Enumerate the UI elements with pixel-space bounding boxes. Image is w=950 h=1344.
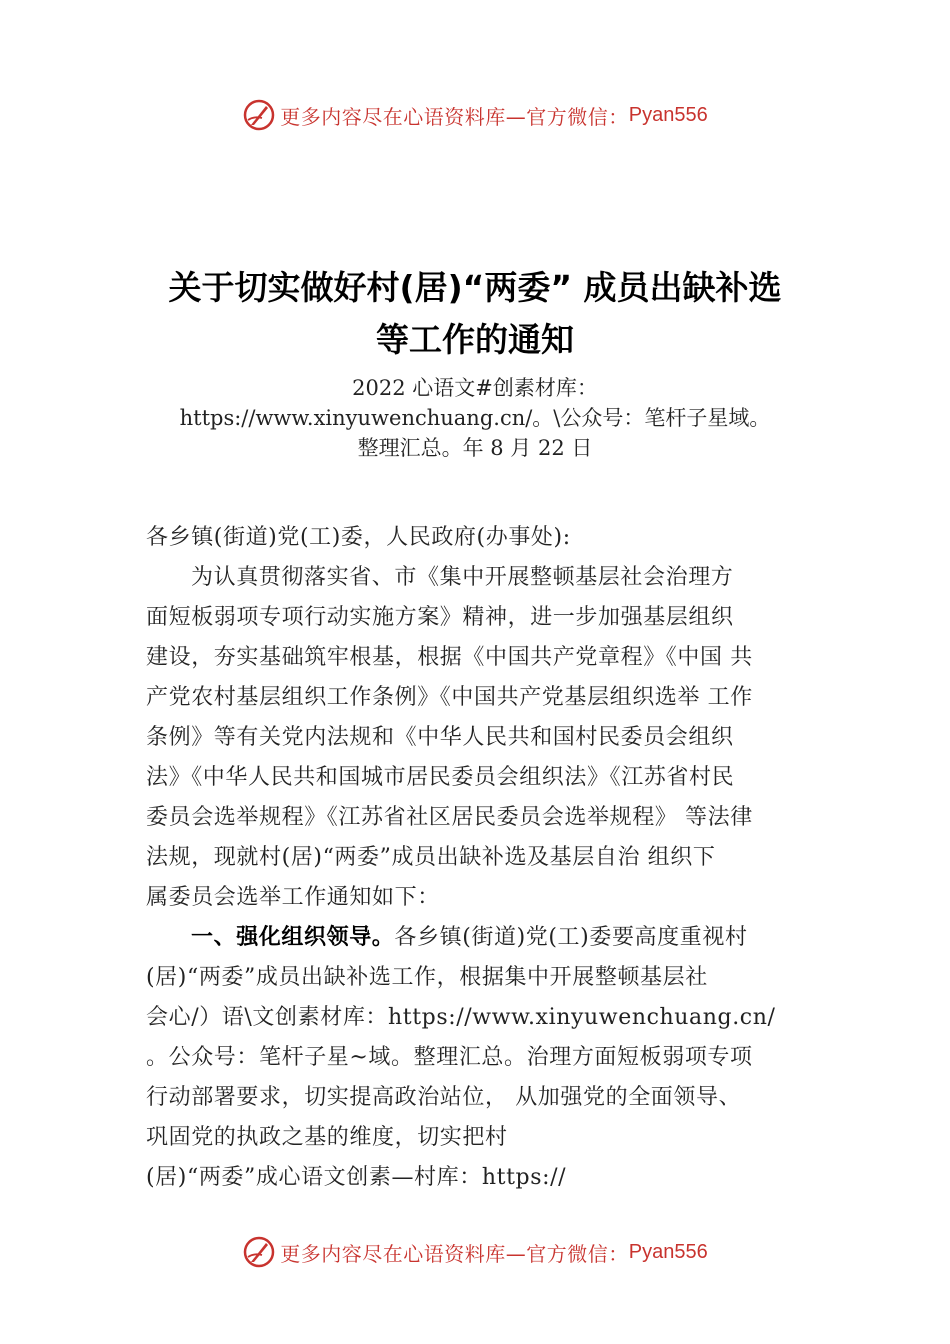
paragraph-line: 为认真贯彻落实省、市《集中开展整顿基层社会治理方 (191, 565, 734, 590)
salutation: 各乡镇(街道)党(工)委，人民政府(办事处): (146, 525, 571, 550)
paragraph-line: 。公众号：笔杆子星~域。整理汇总。治理方面短板弱项专项 (146, 1045, 753, 1070)
paragraph-line: 巩固党的执政之基的维度，切实把村 (146, 1125, 508, 1150)
section-1-heading: 一、强化组织领导。 (191, 925, 395, 950)
paragraph-line: 面短板弱项专项行动实施方案》精神，进一步加强基层组织 (146, 605, 734, 630)
subtitle-line-1: 2022 心语文#创素材库： (352, 376, 598, 400)
header-banner (0, 95, 950, 135)
paragraph-line: 委员会选举规程》《江苏省社区居民委员会选举规程》 等法律 (146, 805, 753, 830)
paragraph-line: 法》《中华人民共和国城市居民委员会组织法》《江苏省村民 (146, 765, 735, 790)
section-1-first-line (146, 918, 826, 958)
paragraph-line: 会心/）语\文创素材库：https://www.xinyuwenchuang.cn/ (146, 1005, 776, 1030)
paragraph-line: (居)“两委”成心语文创素—村库：https:// (146, 1165, 567, 1190)
paragraph-line: 建设，夯实基础筑牢根基，根据《中国共产党章程》《中国 共 (146, 645, 753, 670)
banner-handle: Pyan556 (628, 1240, 708, 1263)
subtitle-line-3: 整理汇总。年 8 月 22 日 (357, 436, 593, 460)
banner-text: 更多内容尽在心语资料库—官方微信： (280, 1241, 629, 1266)
paragraph-line: (居)“两委”成员出缺补选工作，根据集中开展整顿基层社 (146, 965, 708, 990)
paragraph-line: 条例》等有关党内法规和《中华人民共和国村民委员会组织 (146, 725, 734, 750)
banner-text: 更多内容尽在心语资料库—官方微信： (280, 104, 629, 129)
title-line-1: 关于切实做好村(居)“两委” 成员出缺补选 (168, 268, 782, 307)
paragraph-line: 产党农村基层组织工作条例》《中国共产党基层组织选举 工作 (146, 685, 753, 710)
document-body (146, 518, 826, 1198)
subtitle-line-2: https://www.xinyuwenchuang.cn/。\公众号：笔杆子星域。 (179, 406, 771, 430)
paragraph-line: 法规，现就村(居)“两委”成员出缺补选及基层自治 组织下 (146, 845, 716, 870)
banner-handle: Pyan556 (628, 103, 708, 126)
quill-pen-logo-icon (242, 1235, 276, 1269)
footer-banner (0, 1232, 950, 1272)
paragraph-line: 属委员会选举工作通知如下： (146, 885, 440, 910)
quill-pen-logo-icon (242, 98, 276, 132)
paragraph-line: 行动部署要求，切实提高政治站位， 从加强党的全面领导、 (146, 1085, 742, 1110)
title-line-2: 等工作的通知 (376, 320, 574, 359)
document-title (100, 262, 850, 366)
document-subtitle (130, 373, 820, 463)
section-1-text: 各乡镇(街道)党(工)委要高度重视村 (394, 925, 748, 950)
